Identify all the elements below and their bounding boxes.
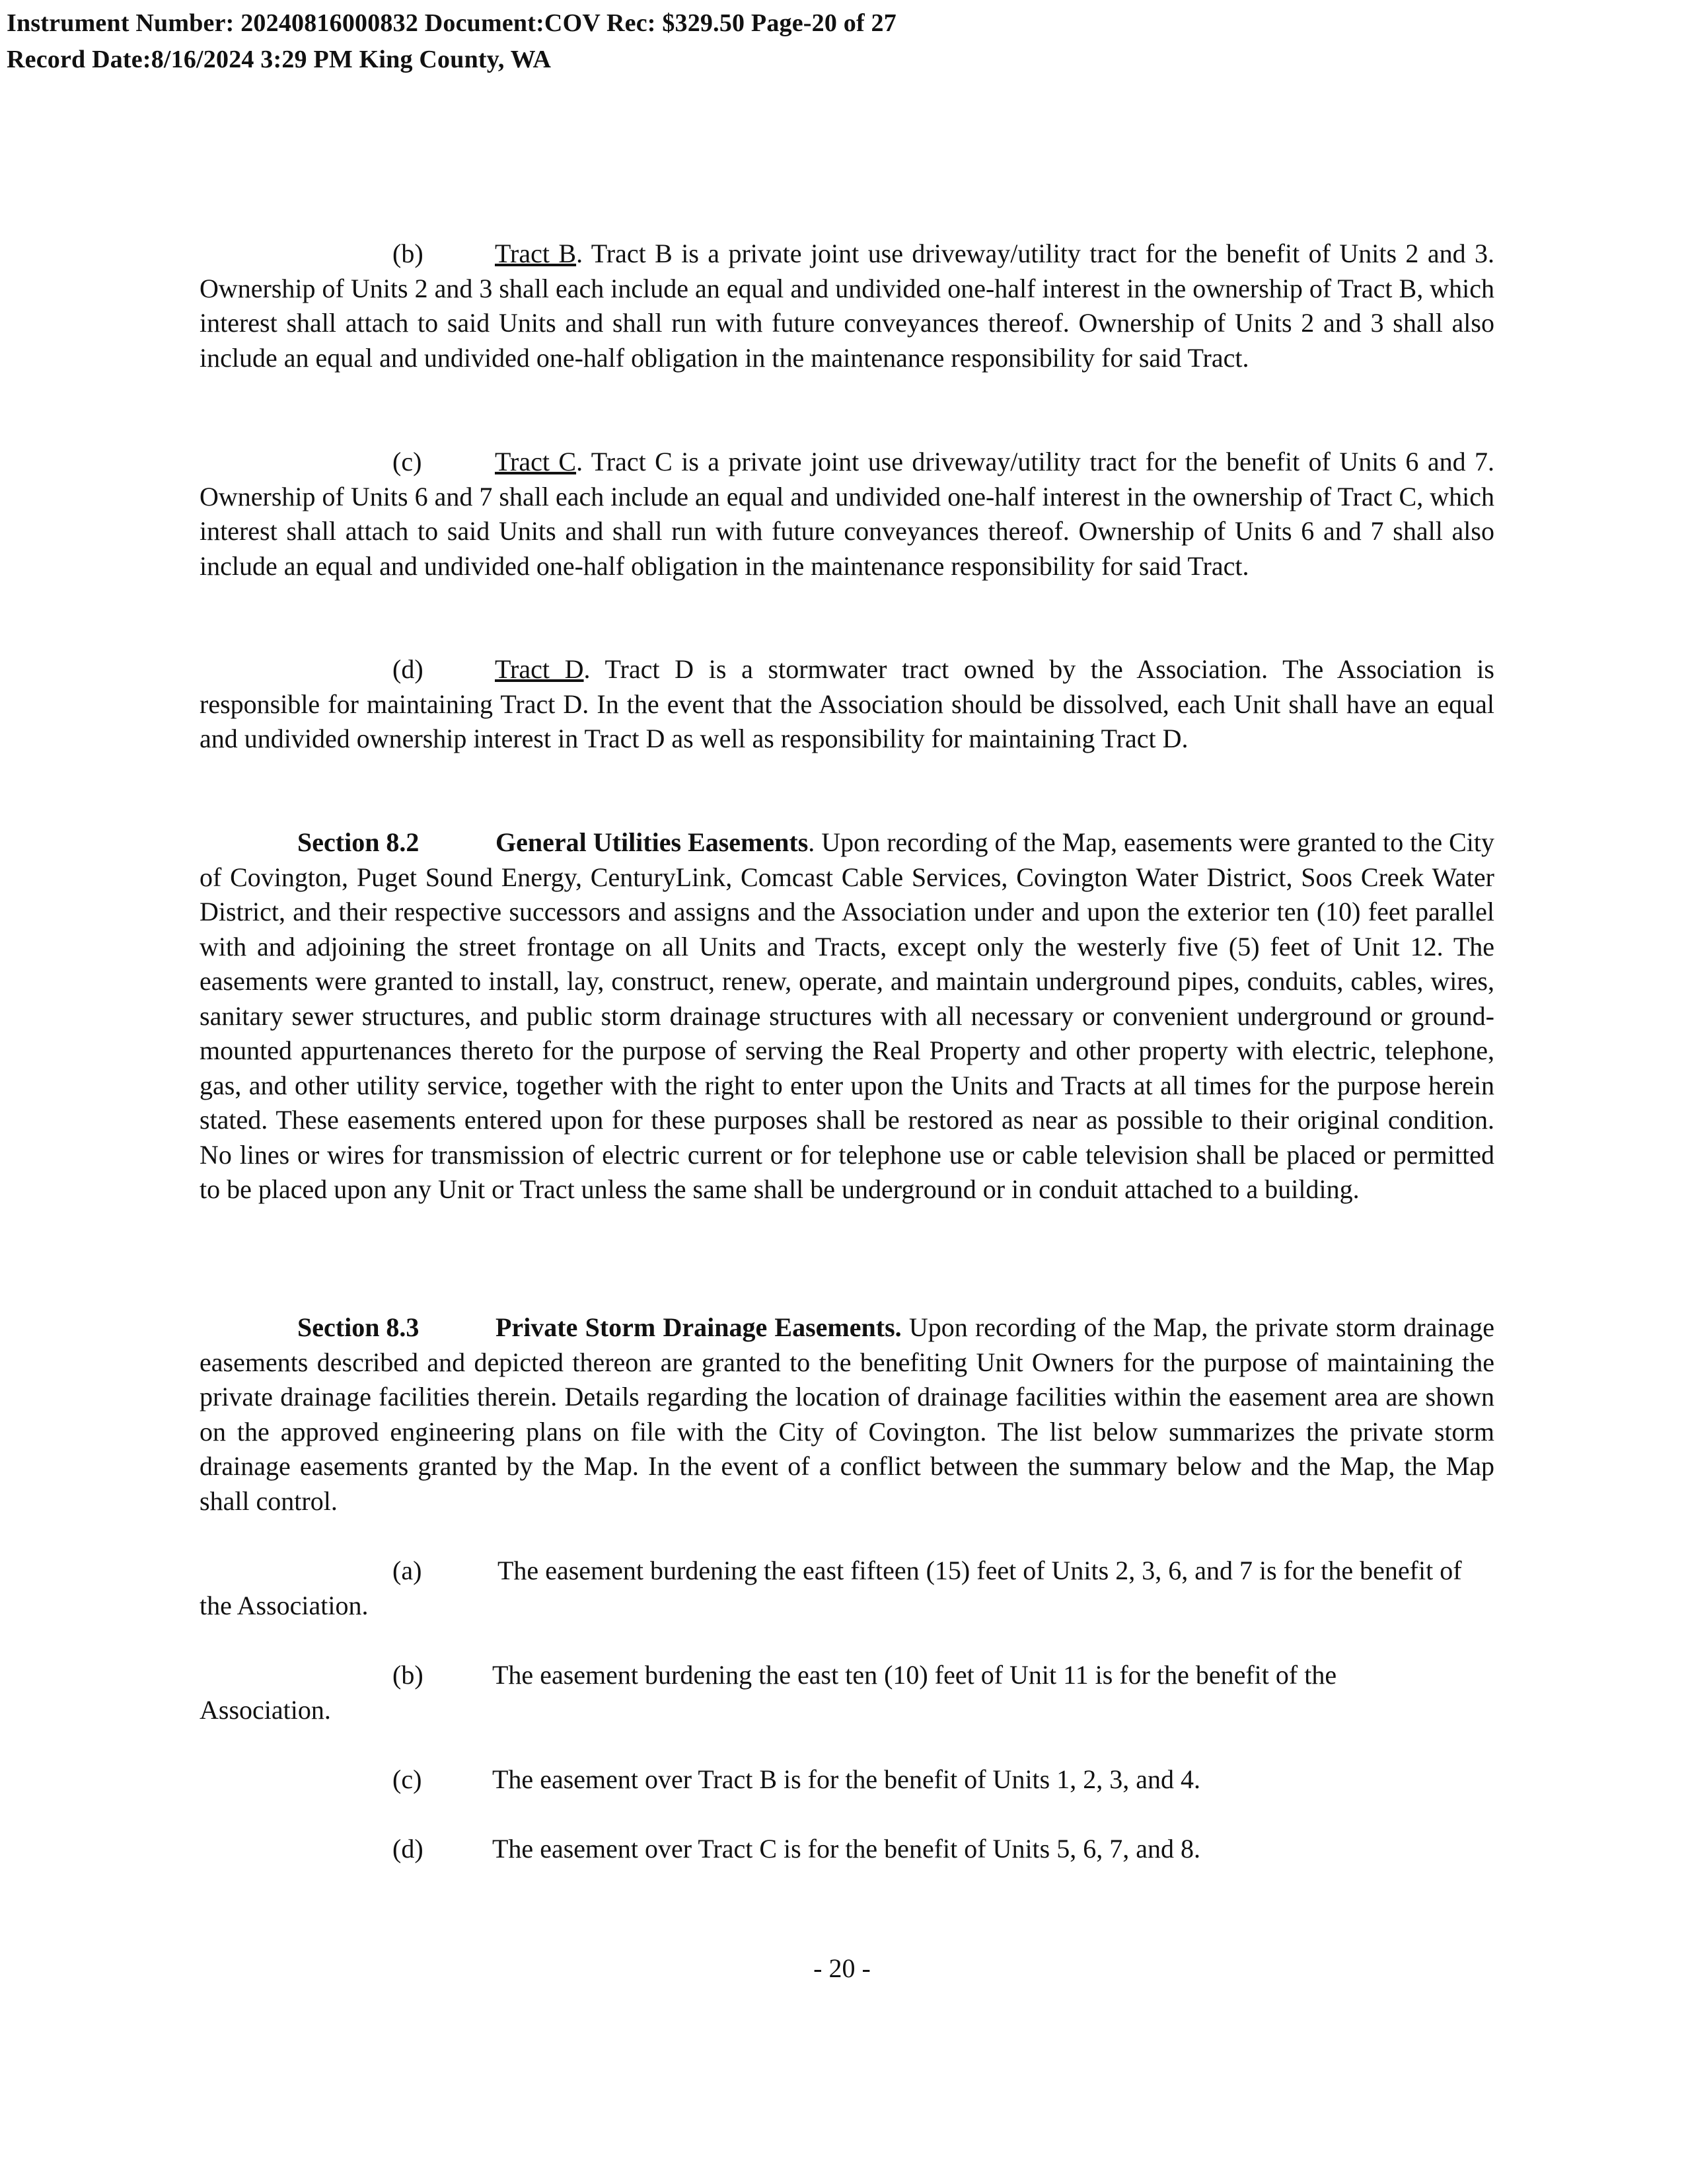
page-number: - 20 - — [813, 1953, 871, 1983]
list-item-c-text: The easement over Tract B is for the benefit of Units 1, 2, 3, and 4. — [492, 1764, 1200, 1794]
list-item-b-text: The easement burdening the east ten (10) feet of Unit 11 is for the benefit of the — [492, 1660, 1337, 1690]
section-8-3-title: Private Storm Drainage Easements. — [495, 1312, 902, 1342]
list-item-b-continuation: Association. — [200, 1695, 331, 1725]
list-item-d-text: The easement over Tract C is for the benefit of Units 5, 6, 7, and 8. — [492, 1834, 1200, 1864]
tract-b-text: . Tract B is a private joint use driveway/utility tract for the benefit of Units 2 and 3. Ownership of Units 2 and 3 shall each include an equal and undivided one-half interest in the ownership of Tract B, which interest shall attach to said Units and shall run with future conveyances thereof. Ownership of Units 2 and 3 shall also include an equal and undivided one-half obligation in the maintenance responsibility for said Tract. — [200, 239, 1494, 373]
tract-c-title: Tract C — [495, 447, 577, 476]
tract-d-title: Tract D — [495, 654, 584, 684]
list-item-a — [200, 1554, 1494, 1623]
list-item-a-text: The easement burdening the east fifteen (15) feet of Units 2, 3, 6, and 7 is for the benefit of the Association. — [200, 1556, 1462, 1620]
list-item-d-label: (d) — [392, 1834, 423, 1864]
paragraph-section-8-3 — [200, 1310, 1494, 1519]
list-item-b-label: (b) — [392, 1660, 423, 1690]
tract-b-title: Tract B — [495, 239, 577, 268]
paragraph-tract-d — [200, 652, 1494, 757]
section-8-3-text: Upon recording of the Map, the private storm drainage easements described and depicted thereon are granted to the benefiting Unit Owners for the purpose of maintaining the private drainage facilities therein. Details regarding the location of drainage facilities within the easement area are shown on the approved engineering plans on file with the City of Covington. The list below summarizes the private storm drainage easements granted by the Map. In the event of a conflict between the summary below and the Map, the Map shall control. — [200, 1312, 1494, 1516]
tract-d-text: . Tract D is a stormwater tract owned by the Association. The Association is responsible for maintaining Tract D. In the event that the Association should be dissolved, each Unit shall have an equal and undivided ownership interest in Tract D as well as responsibility for maintaining Tract D. — [200, 654, 1494, 753]
paragraph-section-8-2 — [200, 825, 1494, 1207]
paragraph-label: (c) — [392, 447, 422, 476]
section-number: Section 8.2 — [297, 827, 420, 857]
section-8-2-title: General Utilities Easements — [495, 827, 809, 857]
paragraph-label: (d) — [392, 654, 423, 684]
section-number: Section 8.3 — [297, 1312, 420, 1342]
list-item-c-label: (c) — [392, 1764, 422, 1794]
paragraph-label: (b) — [392, 239, 423, 268]
recording-instrument-line: Instrument Number: 20240816000832 Document:COV Rec: $329.50 Page-20 of 27 — [7, 9, 897, 37]
section-8-2-text: . Upon recording of the Map, easements were granted to the City of Covington, Puget Sound Energy, CenturyLink, Comcast Cable Services, Covington Water District, Soos Creek Water District, and their respective successors and assigns and the Association under and upon the exterior ten (10) feet parallel with and adjoining the street frontage on all Units and Tracts, except only the westerly five (5) feet of Unit 12. The easements were granted to install, lay, construct, renew, operate, and maintain underground pipes, conduits, cables, wires, sanitary sewer structures, and public storm drainage structures with all necessary or convenient underground or ground-mounted appurtenances thereto for the purpose of serving the Real Property and other property with electric, telephone, gas, and other utility service, together with the right to enter upon the Units and Tracts at all times for the purpose herein stated. These easements entered upon for these purposes shall be restored as near as possible to their original condition. No lines or wires for transmission of electric current or for telephone use or cable television shall be placed or permitted to be placed upon any Unit or Tract unless the same shall be underground or in conduit attached to a building. — [200, 827, 1495, 1204]
recording-date-line: Record Date:8/16/2024 3:29 PM King County, WA — [7, 46, 552, 73]
tract-c-text: . Tract C is a private joint use driveway/utility tract for the benefit of Units 6 and 7. Ownership of Units 6 and 7 shall each include an equal and undivided one-half interest in the ownership of Tract C, which interest shall attach to said Units and shall run with future conveyances thereof. Ownership of Units 6 and 7 shall also include an equal and undivided one-half obligation in the maintenance responsibility for said Tract. — [200, 447, 1494, 581]
paragraph-tract-c — [200, 445, 1494, 584]
paragraph-tract-b — [200, 237, 1494, 375]
list-item-label: (a) — [392, 1556, 422, 1585]
recording-stamp-header — [7, 5, 897, 78]
